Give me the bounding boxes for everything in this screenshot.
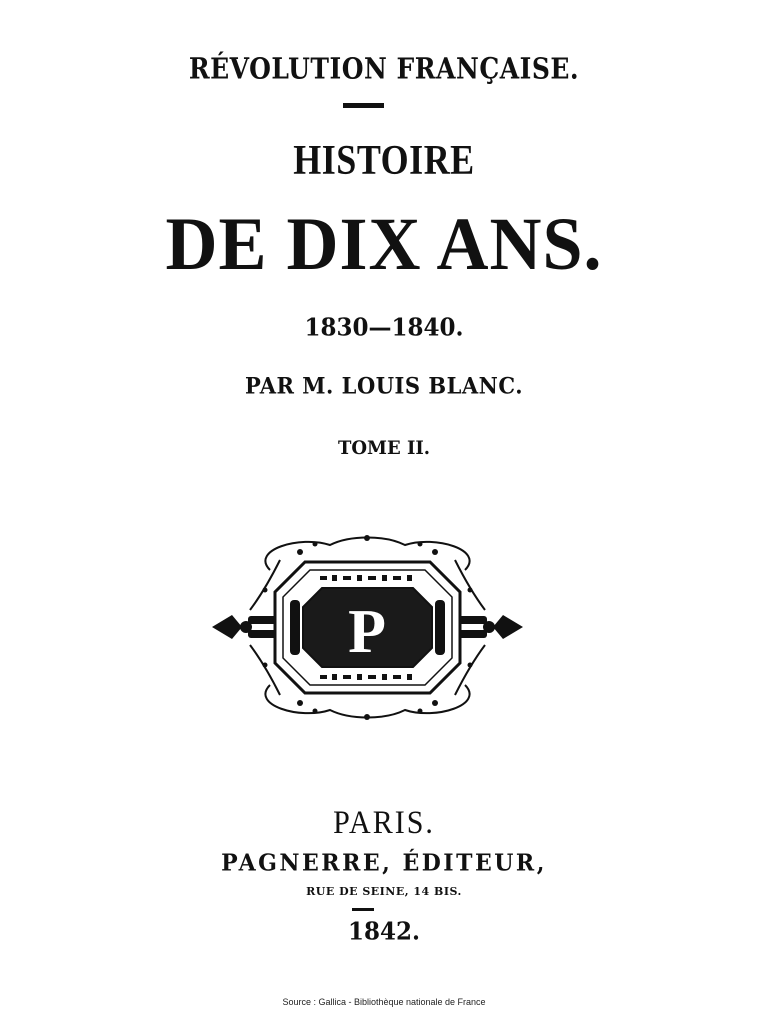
monogram-letter: P <box>348 598 386 666</box>
subtitle: HISTOIRE <box>293 136 475 184</box>
volume-label: TOME II. <box>337 437 431 460</box>
source-footer: Source : Gallica - Bibliothèque nationale de France <box>282 997 486 1007</box>
date-range: 1830—1840. <box>304 313 464 342</box>
main-title: DE DIX ANS. <box>165 202 603 286</box>
decorative-rule-small <box>352 908 374 911</box>
imprint-address: RUE DE SEINE, 14 BIS. <box>306 885 462 898</box>
series-title: RÉVOLUTION FRANÇAISE. <box>188 51 580 86</box>
author-line: PAR M. LOUIS BLANC. <box>244 372 524 399</box>
publisher-vignette-ornament <box>210 530 525 725</box>
imprint-city: PARIS. <box>333 804 435 841</box>
decorative-rule <box>343 103 384 108</box>
imprint-publisher: PAGNERRE, ÉDITEUR, <box>221 849 547 877</box>
imprint-year: 1842. <box>347 917 421 946</box>
